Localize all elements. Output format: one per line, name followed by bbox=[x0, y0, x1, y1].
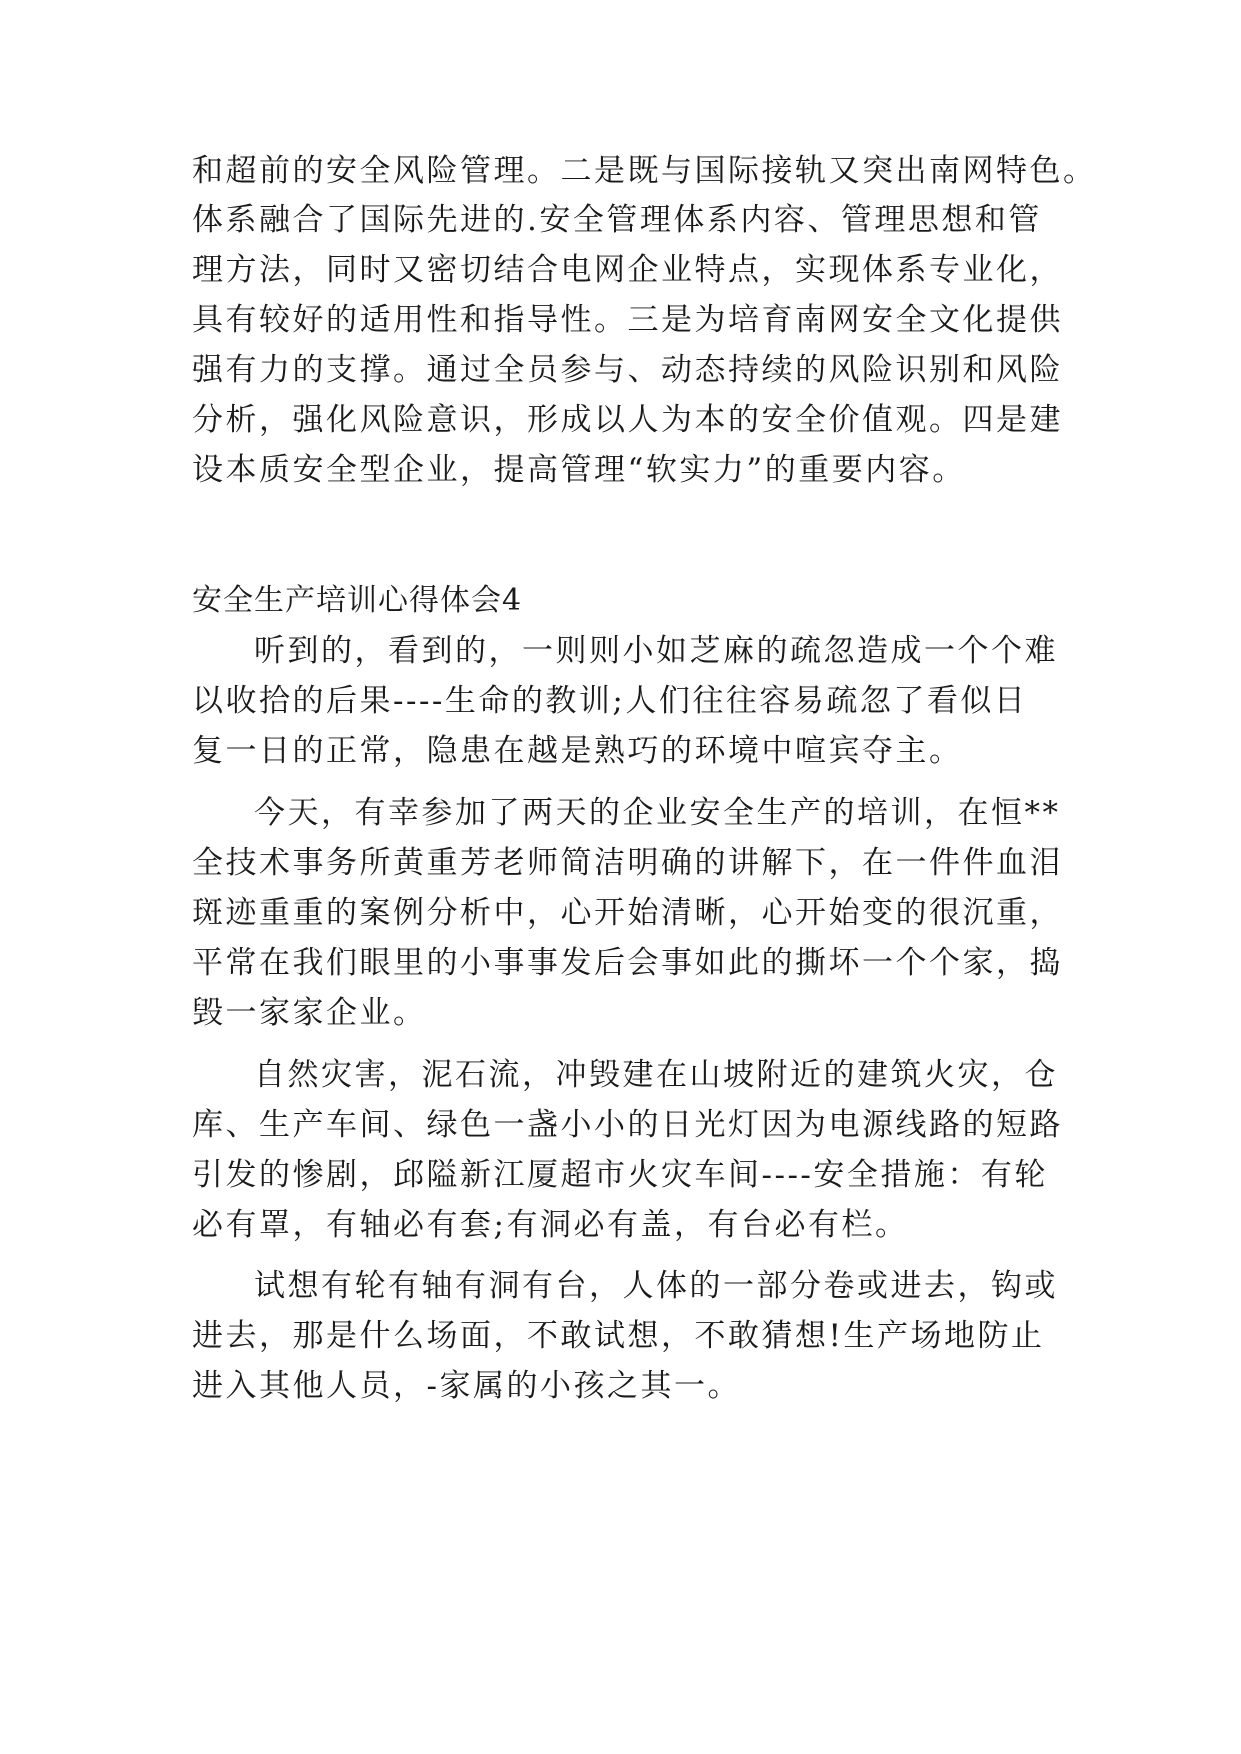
text-line: 引发的惨剧，邱隘新江厦超市火灾车间----安全措施：有轮 bbox=[192, 1157, 1048, 1193]
text-line: 试想有轮有轴有洞有台，人体的一部分卷或进去，钩或 bbox=[254, 1268, 1058, 1304]
text-line: 分析，强化风险意识，形成以人为本的安全价值观。四是建 bbox=[192, 402, 1063, 438]
text-line: 体系融合了国际先进的.安全管理体系内容、管理思想和管 bbox=[192, 202, 1042, 238]
text-line: 以收拾的后果----生命的教训;人们往往容易疏忽了看似日 bbox=[192, 683, 1028, 719]
text-line: 毁一家家企业。 bbox=[192, 995, 427, 1031]
text-line: 必有罩，有轴必有套;有洞必有盖，有台必有栏。 bbox=[192, 1207, 909, 1243]
text-line: 今天，有幸参加了两天的企业安全生产的培训，在恒** bbox=[254, 795, 1061, 831]
text-line: 听到的，看到的，一则则小如芝麻的疏忽造成一个个难 bbox=[254, 633, 1058, 669]
text-line: 设本质安全型企业，提高管理“软实力”的重要内容。 bbox=[192, 452, 966, 488]
text-line: 复一日的正常，隐患在越是熟巧的环境中喧宾夺主。 bbox=[192, 733, 963, 769]
text-line: 全技术事务所黄重芳老师简洁明确的讲解下，在一件件血泪 bbox=[192, 845, 1063, 881]
text-line: 理方法，同时又密切结合电网企业特点，实现体系专业化， bbox=[192, 252, 1063, 288]
text-line: 具有较好的适用性和指导性。三是为培育南网安全文化提供 bbox=[192, 302, 1063, 338]
section-title: 安全生产培训心得体会4 bbox=[192, 583, 523, 618]
text-line: 和超前的安全风险管理。二是既与国际接轨又突出南网特色。 bbox=[192, 153, 1097, 189]
text-line: 库、生产车间、绿色一盏小小的日光灯因为电源线路的短路 bbox=[192, 1107, 1063, 1143]
text-line: 进去，那是什么场面，不敢试想，不敢猜想!生产场地防止 bbox=[192, 1318, 1045, 1354]
text-line: 自然灾害，泥石流，冲毁建在山坡附近的建筑火灾，仓 bbox=[254, 1057, 1058, 1093]
text-line: 斑迹重重的案例分析中，心开始清晰，心开始变的很沉重， bbox=[192, 895, 1063, 931]
text-line: 平常在我们眼里的小事事发后会事如此的撕坏一个个家，捣 bbox=[192, 945, 1063, 981]
text-line: 强有力的支撑。通过全员参与、动态持续的风险识别和风险 bbox=[192, 352, 1063, 388]
text-line: 进入其他人员，-家属的小孩之其一。 bbox=[192, 1368, 741, 1404]
